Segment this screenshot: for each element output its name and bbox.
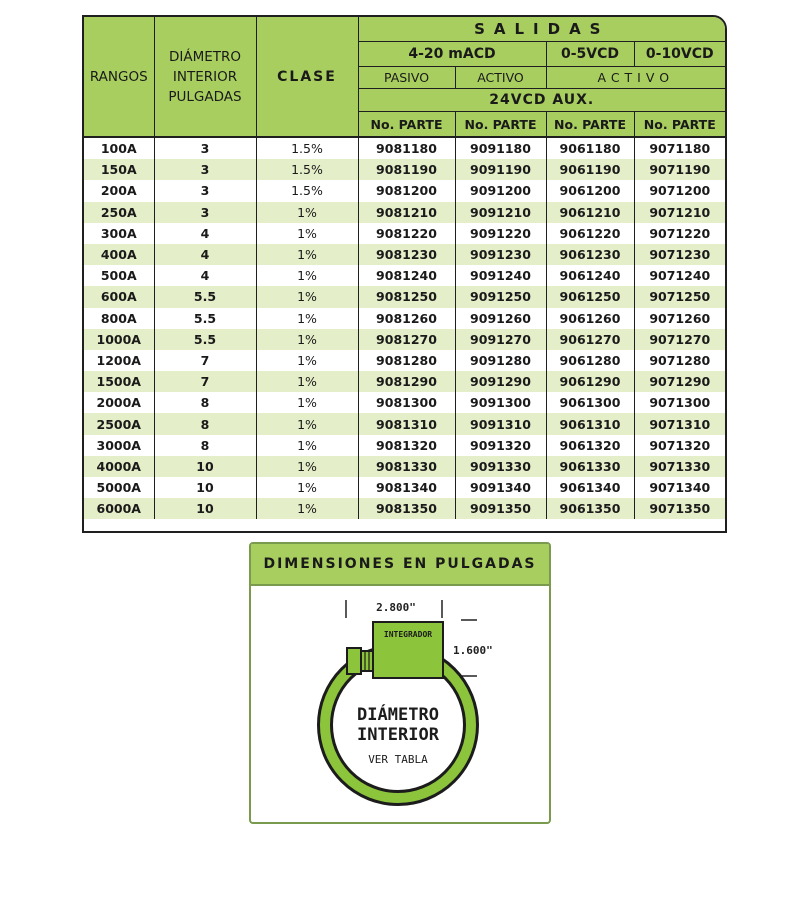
cell-parte: 9091290 bbox=[455, 371, 546, 392]
cell-parte: 9071300 bbox=[634, 392, 725, 413]
cell-clase: 1.5% bbox=[256, 159, 358, 180]
cell-diametro: 3 bbox=[154, 202, 256, 223]
diametro-label: DIÁMETRO bbox=[357, 705, 439, 725]
cell-parte: 9061180 bbox=[546, 137, 634, 159]
cell-parte: 9071200 bbox=[634, 180, 725, 201]
cell-clase: 1% bbox=[256, 456, 358, 477]
cell-parte: 9081320 bbox=[358, 435, 455, 456]
cell-parte: 9071270 bbox=[634, 329, 725, 350]
cell-diametro: 10 bbox=[154, 498, 256, 519]
cell-clase: 1% bbox=[256, 498, 358, 519]
table-row bbox=[84, 180, 725, 201]
dimensions-panel bbox=[249, 542, 551, 824]
table-row bbox=[84, 498, 725, 519]
header-activo-span: ACTIVO bbox=[546, 67, 725, 89]
cell-diametro: 8 bbox=[154, 435, 256, 456]
cell-diametro: 5.5 bbox=[154, 308, 256, 329]
cell-parte: 9091240 bbox=[455, 265, 546, 286]
cell-clase: 1% bbox=[256, 308, 358, 329]
cell-diametro: 10 bbox=[154, 456, 256, 477]
header-no-parte: No. PARTE bbox=[634, 112, 725, 138]
cell-parte: 9091260 bbox=[455, 308, 546, 329]
cell-parte: 9091350 bbox=[455, 498, 546, 519]
cell-parte: 9091330 bbox=[455, 456, 546, 477]
cell-diametro: 7 bbox=[154, 350, 256, 371]
header-rangos: RANGOS bbox=[84, 17, 154, 137]
cell-parte: 9071320 bbox=[634, 435, 725, 456]
cell-parte: 9081350 bbox=[358, 498, 455, 519]
cell-parte: 9091280 bbox=[455, 350, 546, 371]
table-row bbox=[84, 159, 725, 180]
cell-parte: 9061340 bbox=[546, 477, 634, 498]
cell-clase: 1.5% bbox=[256, 137, 358, 159]
table-row bbox=[84, 244, 725, 265]
cell-diametro: 10 bbox=[154, 477, 256, 498]
height-label: 1.600" bbox=[453, 644, 493, 657]
cell-parte: 9061270 bbox=[546, 329, 634, 350]
cell-clase: 1% bbox=[256, 477, 358, 498]
cell-parte: 9061290 bbox=[546, 371, 634, 392]
cell-rango: 2500A bbox=[84, 413, 154, 434]
cell-parte: 9091210 bbox=[455, 202, 546, 223]
cell-clase: 1% bbox=[256, 329, 358, 350]
cell-diametro: 4 bbox=[154, 223, 256, 244]
ver-tabla-label: VER TABLA bbox=[368, 753, 428, 766]
cell-parte: 9081280 bbox=[358, 350, 455, 371]
cell-parte: 9091310 bbox=[455, 413, 546, 434]
cell-parte: 9081200 bbox=[358, 180, 455, 201]
cell-diametro: 8 bbox=[154, 413, 256, 434]
cell-rango: 400A bbox=[84, 244, 154, 265]
cell-parte: 9071190 bbox=[634, 159, 725, 180]
cell-rango: 5000A bbox=[84, 477, 154, 498]
table-row bbox=[84, 435, 725, 456]
cell-parte: 9061320 bbox=[546, 435, 634, 456]
cell-parte: 9081250 bbox=[358, 286, 455, 307]
cell-parte: 9061210 bbox=[546, 202, 634, 223]
header-4-20: 4-20 mACD bbox=[358, 42, 546, 67]
cell-parte: 9061200 bbox=[546, 180, 634, 201]
cell-rango: 1500A bbox=[84, 371, 154, 392]
cell-clase: 1% bbox=[256, 371, 358, 392]
cell-parte: 9061260 bbox=[546, 308, 634, 329]
header-diametro-line: INTERIOR bbox=[172, 68, 238, 85]
cell-parte: 9071290 bbox=[634, 371, 725, 392]
cell-parte: 9071240 bbox=[634, 265, 725, 286]
cell-parte: 9071310 bbox=[634, 413, 725, 434]
header-clase: CLASE bbox=[256, 17, 358, 137]
cell-parte: 9081330 bbox=[358, 456, 455, 477]
cell-parte: 9061300 bbox=[546, 392, 634, 413]
cell-rango: 100A bbox=[84, 137, 154, 159]
header-diametro-line: PULGADAS bbox=[168, 88, 242, 105]
table-row bbox=[84, 265, 725, 286]
cell-parte: 9081240 bbox=[358, 265, 455, 286]
cell-parte: 9071280 bbox=[634, 350, 725, 371]
table-row bbox=[84, 413, 725, 434]
cell-diametro: 3 bbox=[154, 159, 256, 180]
table-row bbox=[84, 350, 725, 371]
cell-parte: 9061280 bbox=[546, 350, 634, 371]
cell-parte: 9071330 bbox=[634, 456, 725, 477]
cell-parte: 9071180 bbox=[634, 137, 725, 159]
cell-parte: 9061190 bbox=[546, 159, 634, 180]
cell-clase: 1% bbox=[256, 244, 358, 265]
cell-rango: 200A bbox=[84, 180, 154, 201]
integrador-label: INTEGRADOR bbox=[383, 630, 433, 639]
cell-parte: 9061220 bbox=[546, 223, 634, 244]
table-row bbox=[84, 286, 725, 307]
dimensions-title: DIMENSIONES EN PULGADAS bbox=[251, 544, 549, 586]
header-no-parte: No. PARTE bbox=[455, 112, 546, 138]
header-aux: 24VCD AUX. bbox=[358, 89, 725, 112]
cell-rango: 500A bbox=[84, 265, 154, 286]
header-no-parte: No. PARTE bbox=[546, 112, 634, 138]
cell-parte: 9061250 bbox=[546, 286, 634, 307]
cell-parte: 9081290 bbox=[358, 371, 455, 392]
cell-clase: 1% bbox=[256, 350, 358, 371]
cell-parte: 9091220 bbox=[455, 223, 546, 244]
table-row bbox=[84, 456, 725, 477]
cell-clase: 1% bbox=[256, 223, 358, 244]
cell-clase: 1% bbox=[256, 265, 358, 286]
cell-rango: 1000A bbox=[84, 329, 154, 350]
table-row bbox=[84, 477, 725, 498]
cell-parte: 9091270 bbox=[455, 329, 546, 350]
cell-parte: 9071350 bbox=[634, 498, 725, 519]
cell-parte: 9081260 bbox=[358, 308, 455, 329]
header-salidas: SALIDAS bbox=[358, 17, 725, 42]
header-0-5: 0-5VCD bbox=[546, 42, 634, 67]
cell-parte: 9091200 bbox=[455, 180, 546, 201]
cell-parte: 9081270 bbox=[358, 329, 455, 350]
cell-clase: 1.5% bbox=[256, 180, 358, 201]
cell-parte: 9061330 bbox=[546, 456, 634, 477]
cell-rango: 250A bbox=[84, 202, 154, 223]
header-pasivo: PASIVO bbox=[358, 67, 455, 89]
header-diametro-line: DIÁMETRO bbox=[168, 48, 242, 65]
cell-rango: 6000A bbox=[84, 498, 154, 519]
cell-rango: 150A bbox=[84, 159, 154, 180]
cell-diametro: 8 bbox=[154, 392, 256, 413]
table-row bbox=[84, 392, 725, 413]
cell-clase: 1% bbox=[256, 413, 358, 434]
cell-parte: 9071340 bbox=[634, 477, 725, 498]
cell-clase: 1% bbox=[256, 392, 358, 413]
table-body bbox=[84, 137, 725, 519]
cell-rango: 4000A bbox=[84, 456, 154, 477]
cell-parte: 9091180 bbox=[455, 137, 546, 159]
cell-parte: 9071260 bbox=[634, 308, 725, 329]
screw-head bbox=[347, 648, 361, 674]
table-row bbox=[84, 137, 725, 159]
cell-parte: 9081300 bbox=[358, 392, 455, 413]
cell-diametro: 3 bbox=[154, 180, 256, 201]
cell-parte: 9091320 bbox=[455, 435, 546, 456]
table-row bbox=[84, 329, 725, 350]
cell-parte: 9091340 bbox=[455, 477, 546, 498]
cell-parte: 9091230 bbox=[455, 244, 546, 265]
cell-rango: 300A bbox=[84, 223, 154, 244]
cell-diametro: 5.5 bbox=[154, 286, 256, 307]
width-label: 2.800" bbox=[376, 601, 416, 614]
header-0-10: 0-10VCD bbox=[634, 42, 725, 67]
header-activo: ACTIVO bbox=[455, 67, 546, 89]
cell-diametro: 7 bbox=[154, 371, 256, 392]
cell-parte: 9091250 bbox=[455, 286, 546, 307]
cell-parte: 9071230 bbox=[634, 244, 725, 265]
header-diametro bbox=[154, 17, 256, 137]
cell-diametro: 3 bbox=[154, 137, 256, 159]
table-row bbox=[84, 308, 725, 329]
cell-parte: 9061350 bbox=[546, 498, 634, 519]
parts-table bbox=[82, 15, 727, 533]
cell-parte: 9081180 bbox=[358, 137, 455, 159]
cell-clase: 1% bbox=[256, 286, 358, 307]
cell-parte: 9081230 bbox=[358, 244, 455, 265]
cell-parte: 9081220 bbox=[358, 223, 455, 244]
cell-diametro: 4 bbox=[154, 265, 256, 286]
cell-parte: 9071220 bbox=[634, 223, 725, 244]
cell-diametro: 5.5 bbox=[154, 329, 256, 350]
cell-parte: 9061230 bbox=[546, 244, 634, 265]
cell-parte: 9081210 bbox=[358, 202, 455, 223]
cell-parte: 9091190 bbox=[455, 159, 546, 180]
cell-parte: 9061240 bbox=[546, 265, 634, 286]
cell-parte: 9081310 bbox=[358, 413, 455, 434]
interior-label: INTERIOR bbox=[357, 725, 439, 745]
cell-rango: 1200A bbox=[84, 350, 154, 371]
cell-parte: 9071210 bbox=[634, 202, 725, 223]
table-row bbox=[84, 202, 725, 223]
cell-rango: 2000A bbox=[84, 392, 154, 413]
cell-parte: 9081190 bbox=[358, 159, 455, 180]
cell-clase: 1% bbox=[256, 435, 358, 456]
table-row bbox=[84, 371, 725, 392]
cell-rango: 600A bbox=[84, 286, 154, 307]
cell-parte: 9081340 bbox=[358, 477, 455, 498]
cell-parte: 9071250 bbox=[634, 286, 725, 307]
cell-rango: 3000A bbox=[84, 435, 154, 456]
header-no-parte: No. PARTE bbox=[358, 112, 455, 138]
cell-clase: 1% bbox=[256, 202, 358, 223]
table-row bbox=[84, 223, 725, 244]
cell-parte: 9061310 bbox=[546, 413, 634, 434]
cell-parte: 9091300 bbox=[455, 392, 546, 413]
cell-diametro: 4 bbox=[154, 244, 256, 265]
integrator-diagram bbox=[251, 544, 549, 822]
cell-rango: 800A bbox=[84, 308, 154, 329]
